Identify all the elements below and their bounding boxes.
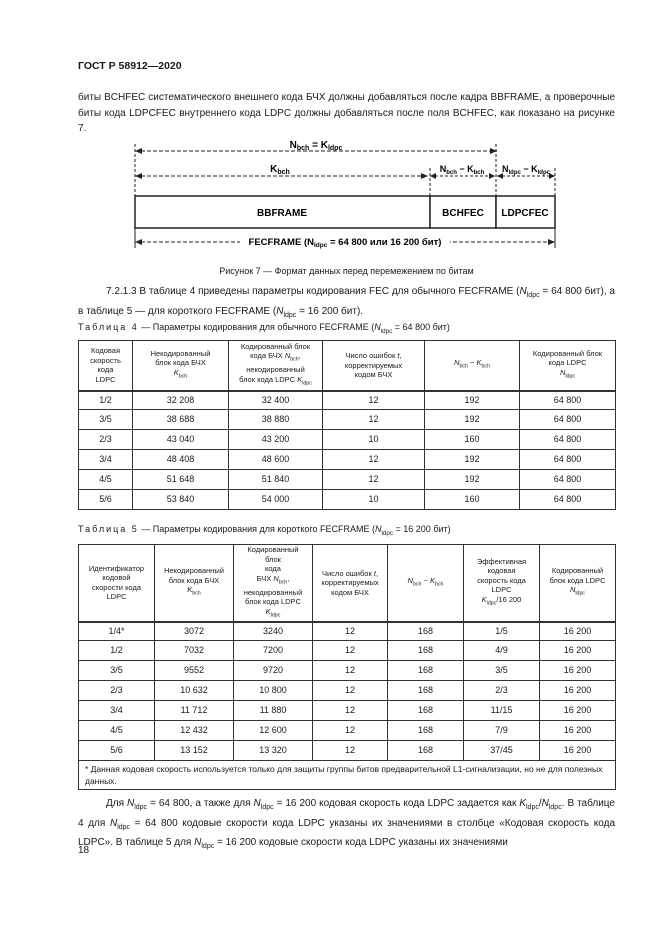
table5-header-nbch: Кодированный блок кода БЧХ $N_{bch}$, некодированный блок кода LDPC $K_{ldpc}$ xyxy=(234,545,313,622)
table4-cell: 4/5 xyxy=(79,469,133,489)
table4-row xyxy=(79,391,616,410)
figure-kbch-label: $K_{bch}$ xyxy=(270,164,290,176)
page-number: 18 xyxy=(78,845,90,856)
table5-cell: 16 200 xyxy=(540,720,616,740)
table4-cell: 192 xyxy=(425,469,520,489)
figure-nbch-minus-kbch-label: $N_{bch} - K_{bch}$ xyxy=(439,164,485,176)
table4-cell: 12 xyxy=(323,391,425,410)
table5-cell: 3/4 xyxy=(79,700,155,720)
table5-cell: 4/5 xyxy=(79,720,155,740)
document-header: ГОСТ Р 58912—2020 xyxy=(78,60,182,72)
table5-cell: 168 xyxy=(388,660,464,680)
table4-cell: 12 xyxy=(323,449,425,469)
ldpcfec-label: LDPCFEC xyxy=(501,208,549,219)
table5-cell: 11 712 xyxy=(155,700,234,720)
table5 xyxy=(78,544,616,790)
table4-cell: 3/4 xyxy=(79,449,133,469)
table4-cell: 43 200 xyxy=(229,429,323,449)
table4-row xyxy=(79,489,616,509)
table4-cell: 64 800 xyxy=(520,489,616,509)
table4-cell: 64 800 xyxy=(520,391,616,410)
table4-header-rate: Кодовая скорость кода LDPC xyxy=(79,341,133,391)
intro-text: биты BCHFEC систематического внешнего кода БЧХ должны добавляться после кадра BBFRAME, а проверочные биты кода LDPCFEC внутреннего кода LDPC должны добавляться после поля BCHFEC, как показано на рисунке 7. xyxy=(78,92,615,134)
table5-cell: 3240 xyxy=(234,622,313,641)
table5-cell: 12 xyxy=(313,700,388,720)
table4 xyxy=(78,340,616,510)
table5-footnote-row xyxy=(79,760,616,789)
fecframe-label: FECFRAME ($N_{ldpc} = 64$ 800 или 16 200 бит) xyxy=(248,237,442,249)
figure-7-diagram xyxy=(120,136,570,256)
table4-cell: 64 800 xyxy=(520,429,616,449)
table5-cell: 12 xyxy=(313,740,388,760)
table5-cell: 12 600 xyxy=(234,720,313,740)
table5-cell: 9720 xyxy=(234,660,313,680)
table5-footnote: * Данная кодовая скорость используется только для защиты группы битов предварительной L1-сигнализации, но не для полезных данных. xyxy=(79,760,616,789)
table5-cell: 11 880 xyxy=(234,700,313,720)
table5-cell: 16 200 xyxy=(540,660,616,680)
table5-cell: 2/3 xyxy=(79,680,155,700)
table4-row xyxy=(79,409,616,429)
table5-cell: 168 xyxy=(388,640,464,660)
table5-header-t: Число ошибок t, корректируемых кодом БЧХ xyxy=(313,545,388,622)
table5-cell: 16 200 xyxy=(540,680,616,700)
table5-row xyxy=(79,640,616,660)
table5-header-eff: Эффективная кодовая скорость кода LDPC $K_{ldpc}/16$ 200 xyxy=(464,545,540,622)
table5-cell: 16 200 xyxy=(540,740,616,760)
table4-cell: 38 688 xyxy=(133,409,229,429)
table4-header-nldpc: Кодированный блок кода LDPC $N_{ldpc}$ xyxy=(520,341,616,391)
table5-cell: 1/2 xyxy=(79,640,155,660)
table4-cell: 160 xyxy=(425,429,520,449)
table5-row xyxy=(79,660,616,680)
table5-cell: 7032 xyxy=(155,640,234,660)
table4-row xyxy=(79,449,616,469)
table5-cell: 12 xyxy=(313,720,388,740)
table5-cell: 5/6 xyxy=(79,740,155,760)
table4-cell: 3/5 xyxy=(79,409,133,429)
table4-cell: 160 xyxy=(425,489,520,509)
table5-cell: 168 xyxy=(388,700,464,720)
table4-cell: 32 400 xyxy=(229,391,323,410)
table4-header-t: Число ошибок t, корректируемых кодом БЧХ xyxy=(323,341,425,391)
table4-caption: Таблица 4 — Параметры кодирования для обычного FECFRAME ($N_{ldpc} = 64$ 800 бит) xyxy=(78,322,450,335)
table4-cell: 64 800 xyxy=(520,409,616,429)
table4-cell: 53 840 xyxy=(133,489,229,509)
table5-row xyxy=(79,720,616,740)
table4-row xyxy=(79,469,616,489)
table4-cell: 38 880 xyxy=(229,409,323,429)
table5-cell: 12 xyxy=(313,640,388,660)
table5-row xyxy=(79,680,616,700)
table5-cell: 37/45 xyxy=(464,740,540,760)
table4-cell: 1/2 xyxy=(79,391,133,410)
table4-cell: 192 xyxy=(425,409,520,429)
table5-header-kbch: Некодированный блок кода БЧХ $K_{bch}$ xyxy=(155,545,234,622)
table5-cell: 1/5 xyxy=(464,622,540,641)
table4-header-kbch: Некодированный блок кода БЧХ $K_{bch}$ xyxy=(133,341,229,391)
table5-cell: 10 632 xyxy=(155,680,234,700)
table5-cell: 7/9 xyxy=(464,720,540,740)
table4-cell: 43 040 xyxy=(133,429,229,449)
table4-cell: 32 208 xyxy=(133,391,229,410)
figure-top-label: $N_{bch} = K_{ldpc}$ xyxy=(289,140,343,152)
table5-cell: 7200 xyxy=(234,640,313,660)
table4-header-row xyxy=(79,341,616,391)
section-text: 7.2.1.3 В таблице 4 приведены параметры кодирования FEC для обычного FECFRAME ($N_{ldpc} = 64$ 800 бит), а в таблице 5 — для короткого FECFRAME ($N_{ldpc} = 16$ 200 бит). xyxy=(78,286,615,319)
table5-cell: 16 200 xyxy=(540,622,616,641)
table5-header-id: Идентификатор кодовой скорости кода LDPC xyxy=(79,545,155,622)
table4-cell: 48 600 xyxy=(229,449,323,469)
table5-cell: 168 xyxy=(388,622,464,641)
table4-cell: 5/6 xyxy=(79,489,133,509)
table5-row xyxy=(79,740,616,760)
table5-caption: Таблица 5 — Параметры кодирования для короткого FECFRAME ($N_{ldpc} = 16$ 200 бит) xyxy=(78,524,451,537)
table5-cell: 10 800 xyxy=(234,680,313,700)
closing-paragraph xyxy=(78,796,615,855)
table5-row xyxy=(79,622,616,641)
table4-cell: 12 xyxy=(323,469,425,489)
table5-row xyxy=(79,700,616,720)
table5-cell: 13 320 xyxy=(234,740,313,760)
table5-cell: 12 xyxy=(313,660,388,680)
table5-cell: 3072 xyxy=(155,622,234,641)
table5-cell: 16 200 xyxy=(540,640,616,660)
table4-header-nbch: Кодированный блок кода БЧХ $N_{bch}$, некодированный блок кода LDPC $K_{ldpc}$ xyxy=(229,341,323,391)
figure-nldpc-minus-kldpc-label: $N_{ldpc} - K_{ldpc}$ xyxy=(502,164,550,176)
table5-cell: 12 432 xyxy=(155,720,234,740)
table5-cell: 12 xyxy=(313,680,388,700)
table4-cell: 51 648 xyxy=(133,469,229,489)
table4-cell: 12 xyxy=(323,409,425,429)
table4-cell: 10 xyxy=(323,429,425,449)
table5-cell: 1/4* xyxy=(79,622,155,641)
table5-cell: 12 xyxy=(313,622,388,641)
table5-header-nldpc: Кодированный блок кода LDPC $N_{ldpc}$ xyxy=(540,545,616,622)
table5-cell: 2/3 xyxy=(464,680,540,700)
closing-text: Для $N_{ldpc} = 64$ 800, а также для $N_{ldpc} = 16$ 200 кодовая скорость кода LDPC задается как $K_{ldpc}/N_{ldpc}$. В таблице 4 для $N_{ldpc} = 64$ 800 кодовые скорости кода LDPC указаны их значениями в столбце «Кодовая скорость кода LDPC». В таблице 5 для $N_{ldpc} = 16$ 200 кодовые скорости кода LDPC указаны их значениями xyxy=(78,798,616,850)
figure-caption: Рисунок 7 — Формат данных перед перемежением по битам xyxy=(219,266,474,276)
table4-cell: 10 xyxy=(323,489,425,509)
table5-cell: 168 xyxy=(388,740,464,760)
table5-cell: 4/9 xyxy=(464,640,540,660)
section-paragraph xyxy=(78,284,615,323)
table5-cell: 16 200 xyxy=(540,700,616,720)
table5-cell: 168 xyxy=(388,720,464,740)
table4-cell: 48 408 xyxy=(133,449,229,469)
bchfec-label: BCHFEC xyxy=(442,208,484,219)
intro-paragraph xyxy=(78,90,615,137)
table5-cell: 168 xyxy=(388,680,464,700)
table5-cell: 9552 xyxy=(155,660,234,680)
table4-cell: 64 800 xyxy=(520,449,616,469)
table4-cell: 192 xyxy=(425,391,520,410)
table5-cell: 3/5 xyxy=(464,660,540,680)
table4-row xyxy=(79,429,616,449)
table4-cell: 54 000 xyxy=(229,489,323,509)
table5-cell: 11/15 xyxy=(464,700,540,720)
table5-header-row xyxy=(79,545,616,622)
table4-cell: 64 800 xyxy=(520,469,616,489)
table5-cell: 3/5 xyxy=(79,660,155,680)
table4-cell: 192 xyxy=(425,449,520,469)
table5-header-diff: $N_{bch} - K_{bch}$ xyxy=(388,545,464,622)
table5-cell: 13 152 xyxy=(155,740,234,760)
bbframe-label: BBFRAME xyxy=(257,208,307,219)
table4-cell: 2/3 xyxy=(79,429,133,449)
table4-cell: 51 840 xyxy=(229,469,323,489)
table4-header-diff: $N_{bch} - K_{bch}$ xyxy=(425,341,520,391)
